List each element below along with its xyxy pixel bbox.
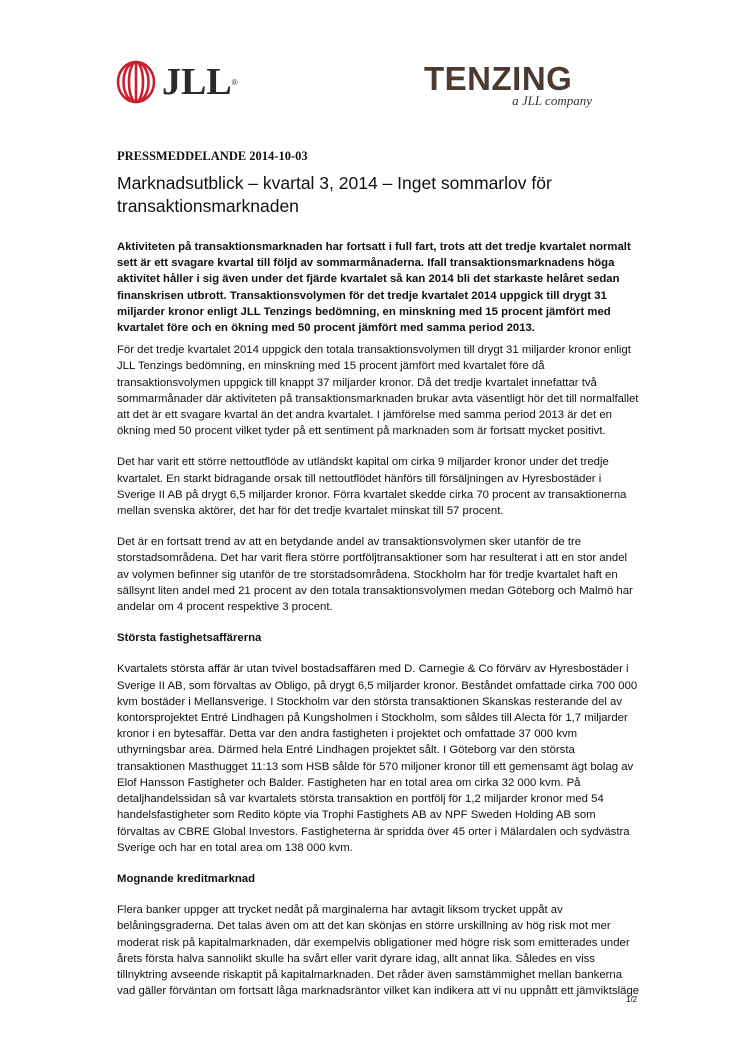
- page-title: Marknadsutblick – kvartal 3, 2014 – Inget sommarlov för transaktionsmarknaden: [117, 173, 552, 216]
- jll-mark-icon: [116, 60, 156, 104]
- body-paragraph: Flera banker uppger att trycket nedåt på marginalerna har avtagit liksom trycket uppåt av belåningsgraderna. Det talas även om att det kan skönjas en större urskillning av hög risk mot mer moderat risk på kapitalmarknaden, där exempelvis obligationer med högre risk som emitterades under årets första halva sannolikt skulle ha svårt eller varit dyrare idag, allt annat lika. Således en viss tillnyktring avseende riskaptit på kapitalmarknaden. Det råder även samstämmighet mellan bankerna vad gäller förväntan om fortsatt låga marknadsräntor vilket kan indikera att vi nu uppnått ett jämviktsläge: [117, 904, 640, 998]
- tenzing-wordmark: TENZING: [424, 60, 573, 97]
- body-paragraph: Kvartalets största affär är utan tvivel bostadsaffären med D. Carnegie & Co förvärv av Hyresbostäder i Sverige II AB, som förvaltas av Obligo, på drygt 6,5 miljarder kronor. Beståndet omfattade cirka 700 000 kvm bostäder i Mellansverige. I Stockholm var den största transaktionen Skanskas resterande del av kontorsprojektet Entré Lindhagen på Kungsholmen i Stockholm, som såldes till Alecta för 1,7 miljarder kronor i en bytesaffär. Detta var den andra fastigheten i projektet och omfattade 37 000 kvm uthyrningsbar area. Därmed hela Entré Lindhagen projektet sålt. I Göteborg var den största transaktionen Masthugget 11:13 som HSB sålde för 570 miljoner kronor till ett gemensamt ägt bolag av Elof Hansson Fastigheter och Balder. Fastigheten har en total area om cirka 32 000 kvm. På detaljhandelssidan så var kvartalets största transaktion en portfölj för 1,2 miljarder kronor med 54 handelsfastigheter som Redito köpte via Trophi Fastighets AB av NPF Sweden Holding AB som förvaltas av CBRE Global Investors. Fastigheterna är spridda över 45 orter i Mälardalen och sydvästra Sverige och har en total area om 138 000 kvm.: [117, 663, 638, 854]
- body-paragraph: Det har varit ett större nettoutflöde av utländskt kapital om cirka 9 miljarder kronor under det tredje kvartalet. En starkt bidragande orsak till nettoutflödet hänförs till försäljningen av Hyresbostäder i Sverige II AB på drygt 6,5 miljarder kronor. Förra kvartalet skedde cirka 70 procent av transaktionerna mellan svenska aktörer, det har för det tredje kvartalet minskat till 57 procent.: [117, 456, 627, 518]
- section-heading: Största fastighetsaffärerna: [117, 632, 262, 645]
- tenzing-tagline: a JLL company: [512, 93, 592, 108]
- jll-wordmark: JLL: [162, 61, 232, 103]
- registered-mark: ®: [231, 77, 238, 87]
- section-heading: Mognande kreditmarknad: [117, 872, 256, 885]
- lead-paragraph: Aktiviteten på transaktionsmarknaden har fortsatt i full fart, trots att det tredje kvartalet normalt sett är ett svagare kvartal till följd av sommarmånaderna. Ifall transaktionsmarknadens höga aktivitet håller i sig även under det fjärde kvartalet så kan 2014 bli det starkaste helåret sedan finanskrisen utbrott. Transaktionsvolymen för det tredje kvartalet 2014 uppgick till drygt 31 miljarder kronor enligt JLL Tenzings bedömning, en minskning med 15 procent jämfört med kvartalet före och en ökning med 50 procent jämfört med samma period 2013.: [117, 241, 631, 335]
- body-paragraph: Det är en fortsatt trend av att en betydande andel av transaktionsvolymen sker utanför de tre storstadsområdena. Det har varit flera större portföljtransaktioner som har resulterat i att en stor andel av volymen befinner sig utanför de tre storstadsområdena. Stockholm har för tredje kvartalet haft en sällsynt liten andel med 21 procent av den totala transaktionsvolymen medan Göteborg och Malmö har andelar om 4 procent respektive 3 procent.: [117, 536, 633, 614]
- document-body: [117, 239, 640, 1014]
- jll-logo: [116, 58, 238, 106]
- body-paragraph: För det tredje kvartalet 2014 uppgick den totala transaktionsvolymen till drygt 31 miljarder kronor enligt JLL Tenzings bedömning, en minskning med 15 procent jämfört med kvartalet före då transaktionsvolymen uppgick till knappt 37 miljarder kronor. Då det tredje kvartalet innefattar två sommarmånader där aktiviteten på transaktionsmarknaden brukar avta väsentligt hör det till normalfallet att det är ett svagare kvartal än det andra kvartalet. I jämförelse med samma period 2013 är det en ökning med 50 procent vilket tyder på ett sentiment på marknaden som är fortsatt mycket positivt.: [117, 344, 639, 438]
- press-release-label: PRESSMEDDELANDE 2014-10-03: [117, 149, 308, 163]
- tenzing-logo: [424, 60, 594, 108]
- page-number: 1/2: [626, 995, 638, 1004]
